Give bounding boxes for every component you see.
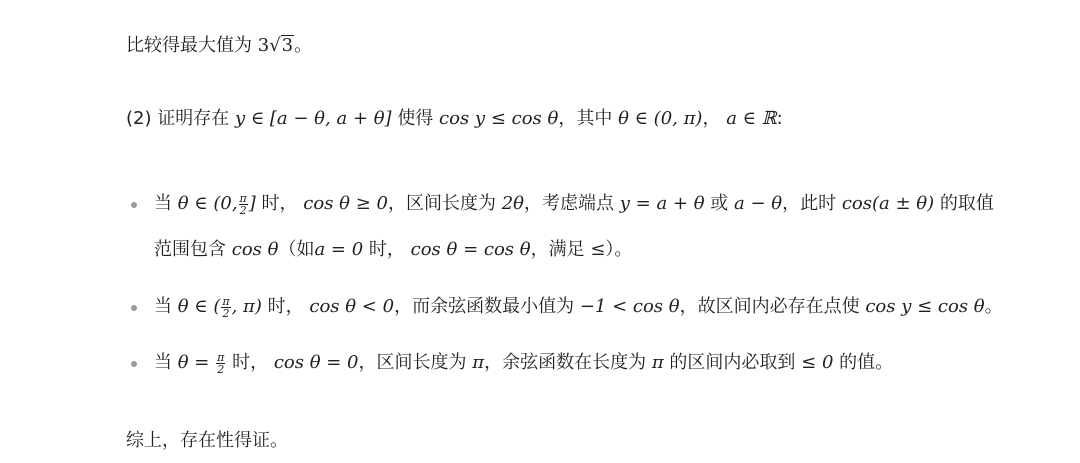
case-1-line-2: 范围包含 cos θ（如a = 0 时， cos θ = cos θ，满足 ≤）。	[154, 239, 633, 260]
summary-conclusion: 综上，存在性得证。	[126, 430, 288, 451]
case-2-line: 当 θ ∈ ( $\frac{\pi}{2}$ , π) 时， cos θ < 0，而余弦函数最小值为 −1 < cos θ，故区间内必存在点使 cos y ≤ cos θ。	[154, 294, 1003, 320]
conclusion-text: 比较得最大值为	[126, 35, 252, 56]
fraction: $\frac{\pi}{2}$	[222, 294, 230, 320]
max-value-conclusion: 比较得最大值为 3√3。	[126, 35, 313, 56]
fraction: $\frac{\pi}{2}$	[217, 350, 225, 376]
conclusion-math: 3√3	[257, 35, 294, 56]
bullet-dot	[131, 202, 137, 208]
part2-statement: (2) 证明存在 y ∈ [a − θ, a + θ] 使得 cos y ≤ cos θ，其中 θ ∈ (0, π)， a ∈ ℝ:	[126, 108, 783, 129]
case-1-line-1: 当 θ ∈ (0, $\frac{\pi}{2}$ ] 时， cos θ ≥ 0，区间长度为 2θ，考虑端点 y = a + θ 或 a − θ，此时 cos(a ± θ) 的取值	[154, 191, 994, 217]
bullet-dot	[131, 305, 137, 311]
case-3-line: 当 θ = $\frac{\pi}{2}$ 时， cos θ = 0，区间长度为 π，余弦函数在长度为 π 的区间内必取到 ≤ 0 的值。	[154, 350, 894, 376]
fraction: $\frac{\pi}{2}$	[239, 191, 247, 217]
bullet-dot	[131, 361, 137, 367]
